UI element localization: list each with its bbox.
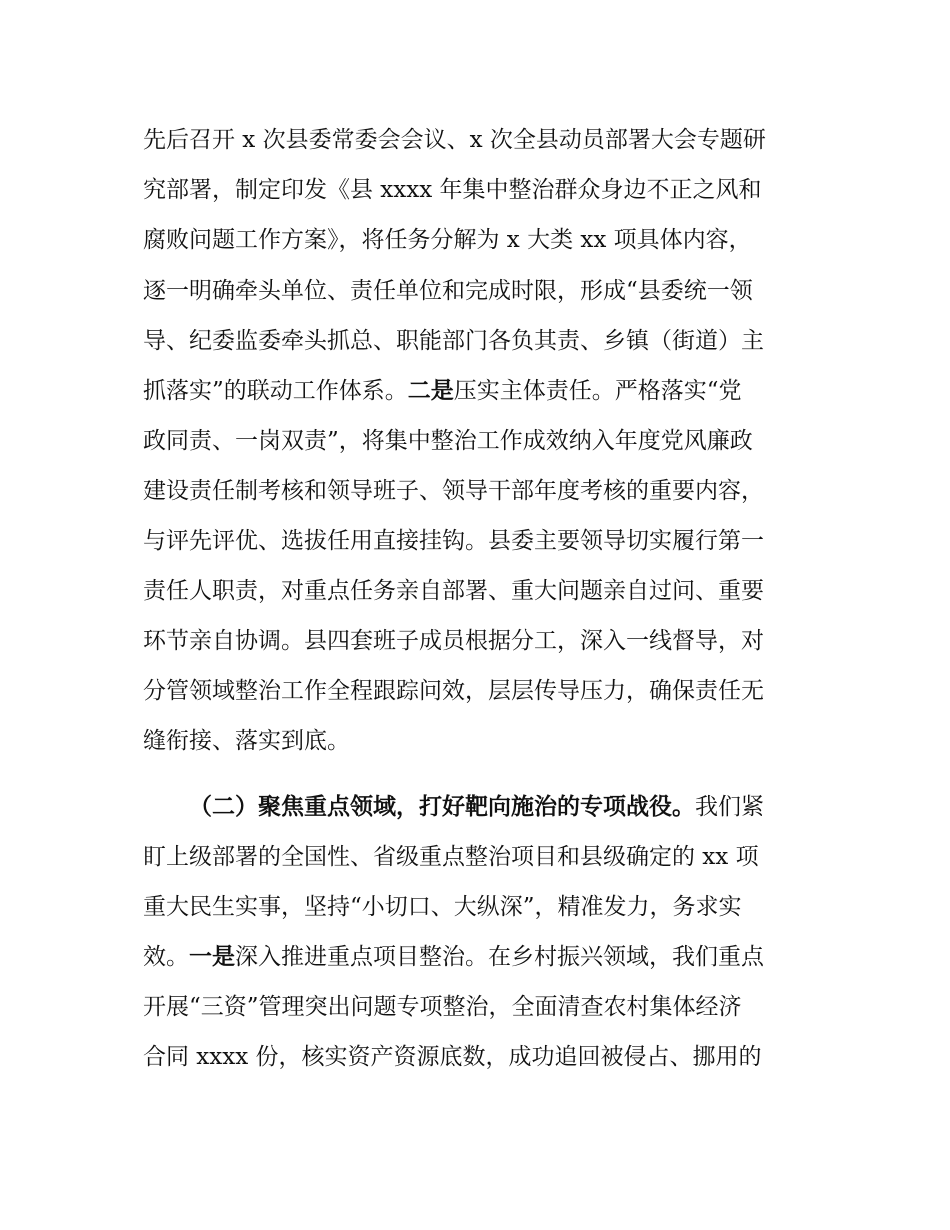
text-line: 合同 xxxx 份，核实资产资源底数，成功追回被侵占、挪用的 <box>143 1044 762 1070</box>
text-line: 逐一明确牵头单位、责任单位和完成时限，形成“县委统一领 <box>143 278 753 304</box>
text-line: 开展“三资”管理突出问题专项整治，全面清查农村集体经济 <box>143 994 742 1020</box>
text-line: 先后召开 x 次县委常委会会议、x 次全县动员部署大会专题研 <box>143 127 766 153</box>
text-line: 盯上级部署的全国性、省级重点整治项目和县级确定的 xx 项 <box>143 844 759 870</box>
text-line: 政同责、一岗双责”，将集中整治工作成效纳入年度党风廉政 <box>143 428 753 454</box>
emphasis-marker: 二是 <box>407 378 454 404</box>
text-line: 重大民生实事，坚持“小切口、大纵深”，精准发力，务求实 <box>143 894 742 920</box>
section-heading: （二）聚焦重点领域，打好靶向施治的专项战役。 <box>189 794 695 820</box>
text-run: 我们紧 <box>695 794 764 820</box>
text-line: 缝衔接、落实到底。 <box>143 728 350 754</box>
text-run: 压实主体责任。严格落实“党 <box>453 378 742 404</box>
text-line: 责任人职责，对重点任务亲自部署、重大问题亲自过问、重要 <box>143 578 764 604</box>
text-run: 深入推进重点项目整治。在乡村振兴领域，我们重点 <box>235 944 764 970</box>
text-line <box>143 371 823 411</box>
text-line: 建设责任制考核和领导班子、领导干部年度考核的重要内容， <box>143 478 764 504</box>
text-line: 究部署，制定印发《县 xxxx 年集中整治群众身边不正之风和 <box>143 177 762 203</box>
text-line: 分管领域整治工作全程跟踪问效，层层传导压力，确保责任无 <box>143 678 764 704</box>
text-line: 导、纪委监委牵头抓总、职能部门各负其责、乡镇（街道）主 <box>143 328 764 354</box>
text-run: 抓落实”的联动工作体系。 <box>143 378 408 404</box>
text-line: 环节亲自协调。县四套班子成员根据分工，深入一线督导，对 <box>143 628 764 654</box>
text-run: 效。 <box>143 944 189 970</box>
text-line <box>143 937 823 977</box>
section-heading-line <box>189 787 823 827</box>
text-line: 与评先评优、选拔任用直接挂钩。县委主要领导切实履行第一 <box>143 528 764 554</box>
text-line: 腐败问题工作方案》，将任务分解为 x 大类 xx 项具体内容， <box>143 227 752 253</box>
emphasis-marker: 一是 <box>189 944 235 970</box>
